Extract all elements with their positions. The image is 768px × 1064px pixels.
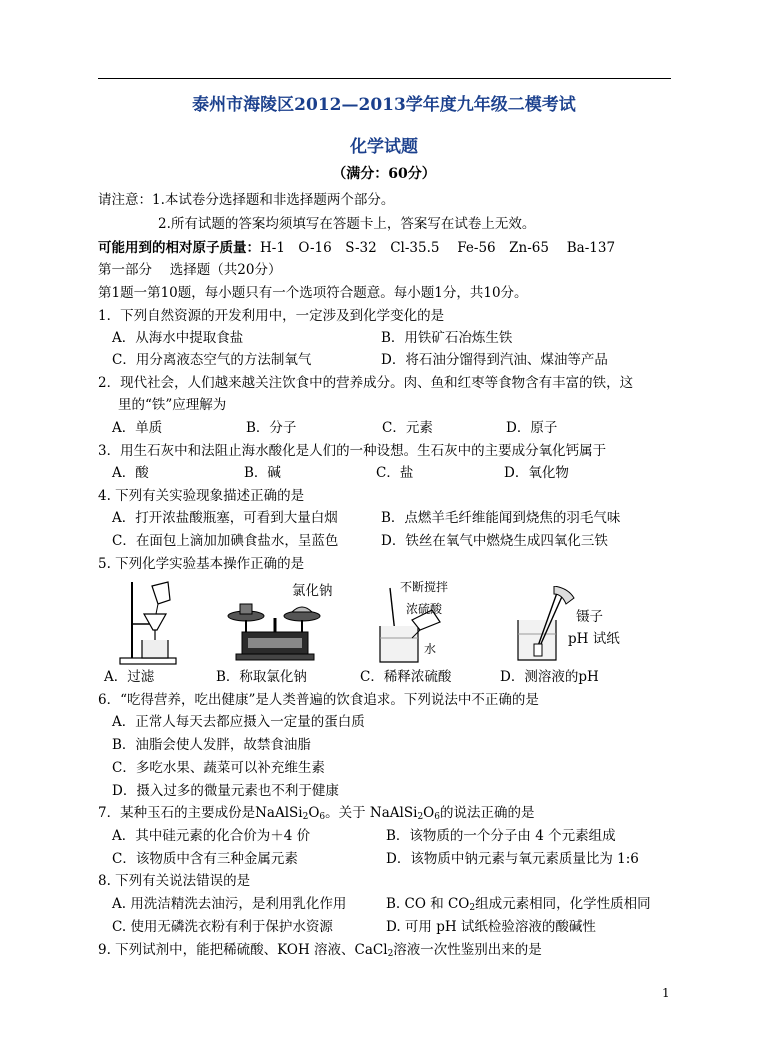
q4-option-b: B．点燃羊毛纤维能闻到烧焦的羽毛气味 <box>381 510 621 526</box>
q5-option-d: D．测溶液的pH <box>500 669 599 685</box>
atomic-mass-values: H-1 O-16 S-32 Cl-35.5 Fe-56 Zn-65 Ba-137 <box>260 240 616 256</box>
dilution-beaker-figure <box>372 586 448 666</box>
q1-option-b: B．用铁矿石冶炼生铁 <box>381 330 513 346</box>
q6-option-b: B．油脂会使人发胖，故禁食油脂 <box>112 737 311 753</box>
q4-option-d: D．铁丝在氧气中燃烧生成四氧化三铁 <box>381 533 608 549</box>
header-rule <box>98 78 671 79</box>
q2-option-a: A．单质 <box>112 420 163 436</box>
score-note: （满分：60分） <box>332 166 436 182</box>
q3-option-c: C．盐 <box>376 465 414 481</box>
q8-option-c: C. 使用无磷洗衣粉有利于保护水资源 <box>112 919 333 935</box>
page-number: 1 <box>662 986 670 1000</box>
note-line-1: 请注意：1.本试卷分选择题和非选择题两个部分。 <box>98 192 395 208</box>
q3-stem: 3．用生石灰中和法阻止海水酸化是人们的一种设想。生石灰中的主要成分氧化钙属于 <box>98 443 607 459</box>
q7-option-d: D．该物质中钠元素与氧元素质量比为 1:6 <box>386 851 639 867</box>
ph-test-figure <box>508 586 580 666</box>
q2-stem-line-1: 2．现代社会，人们越来越关注饮食中的营养成分。肉、鱼和红枣等食物含有丰富的铁，这 <box>98 375 634 391</box>
q2-option-c: C．元素 <box>382 420 433 436</box>
q1-option-c: C．用分离液态空气的方法制氧气 <box>112 352 312 368</box>
q2-stem-line-2: 里的“铁”应理解为 <box>118 397 227 413</box>
note-line-2: 2.所有试题的答案均须填写在答题卡上，答案写在试卷上无效。 <box>158 216 536 232</box>
q4-option-c: C．在面包上滴加加碘食盐水，呈蓝色 <box>112 533 339 549</box>
q1-option-a: A．从海水中提取食盐 <box>112 330 244 346</box>
q1-stem: 1．下列自然资源的开发利用中，一定涉及到化学变化的是 <box>98 308 445 324</box>
exam-subtitle: 化学试题 <box>350 137 418 157</box>
q6-option-c: C．多吃水果、蔬菜可以补充维生素 <box>112 760 325 776</box>
q5-option-c: C．稀释浓硫酸 <box>360 669 452 685</box>
q6-option-d: D．摄入过多的微量元素也不利于健康 <box>112 783 339 799</box>
exam-title: 泰州市海陵区2012—2013学年度九年级二模考试 <box>192 95 576 115</box>
q7-stem: 7．某种玉石的主要成份是$NaAlSi_2O_6$。关于 $NaAlSi_2O_6$的说法正确的是 <box>98 805 535 822</box>
figure-label-nacl: 氯化钠 <box>292 583 333 599</box>
figure-label-acid: 浓硫酸 <box>406 602 443 616</box>
figure-label-stir: 不断搅拌 <box>400 580 449 594</box>
q9-stem: 9. 下列试剂中，能把稀硫酸、KOH 溶液、CaCl$_2$溶液一次性鉴别出来的是 <box>98 942 542 959</box>
q1-option-d: D．将石油分馏得到汽油、煤油等产品 <box>381 352 608 368</box>
section-heading: 第一部分 选择题（共20分） <box>98 262 282 278</box>
figure-label-water: 水 <box>424 642 437 656</box>
q6-option-a: A．正常人每天去都应摄入一定量的蛋白质 <box>112 714 365 730</box>
q5-option-b: B．称取氯化钠 <box>216 669 307 685</box>
atomic-mass-line <box>98 238 615 258</box>
q7-option-c: C．该物质中含有三种金属元素 <box>112 851 298 867</box>
q3-option-b: B．碱 <box>244 465 281 481</box>
q6-stem: 6．“吃得营养，吃出健康”是人类普遍的饮食追求。下列说法中不正确的是 <box>98 692 539 708</box>
q4-option-a: A．打开浓盐酸瓶塞，可看到大量白烟 <box>112 510 338 526</box>
q7-option-a: A．其中硅元素的化合价为＋4 价 <box>112 828 311 844</box>
q3-option-d: D．氧化物 <box>504 465 569 481</box>
q2-option-b: B．分子 <box>246 420 297 436</box>
q4-stem: 4. 下列有关实验现象描述正确的是 <box>98 488 305 504</box>
q8-option-b: B. CO 和 $CO_2$组成元素相同，化学性质相同 <box>386 896 651 913</box>
q7-option-b: B．该物质的一个分子由 4 个元素组成 <box>386 828 616 844</box>
q5-option-a: A．过滤 <box>104 669 155 685</box>
q8-option-d: D. 可用 pH 试纸检验溶液的酸碱性 <box>386 919 596 935</box>
q8-stem: 8. 下列有关说法错误的是 <box>98 873 251 889</box>
figure-label-ph-paper: pH 试纸 <box>568 631 620 647</box>
q2-option-d: D．原子 <box>506 420 558 436</box>
q5-stem: 5. 下列化学实验基本操作正确的是 <box>98 556 305 572</box>
q8-option-a: A. 用洗洁精洗去油污，是利用乳化作用 <box>112 896 347 912</box>
figure-label-tweezers: 镊子 <box>576 609 603 625</box>
q3-option-a: A．酸 <box>112 465 149 481</box>
section-instruction: 第1题一第10题，每小题只有一个选项符合题意。每小题1分，共10分。 <box>98 285 528 301</box>
balance-scale-figure <box>222 592 322 664</box>
atomic-mass-label: 可能用到的相对原子质量： <box>98 240 260 256</box>
filtration-apparatus-figure <box>112 578 182 666</box>
